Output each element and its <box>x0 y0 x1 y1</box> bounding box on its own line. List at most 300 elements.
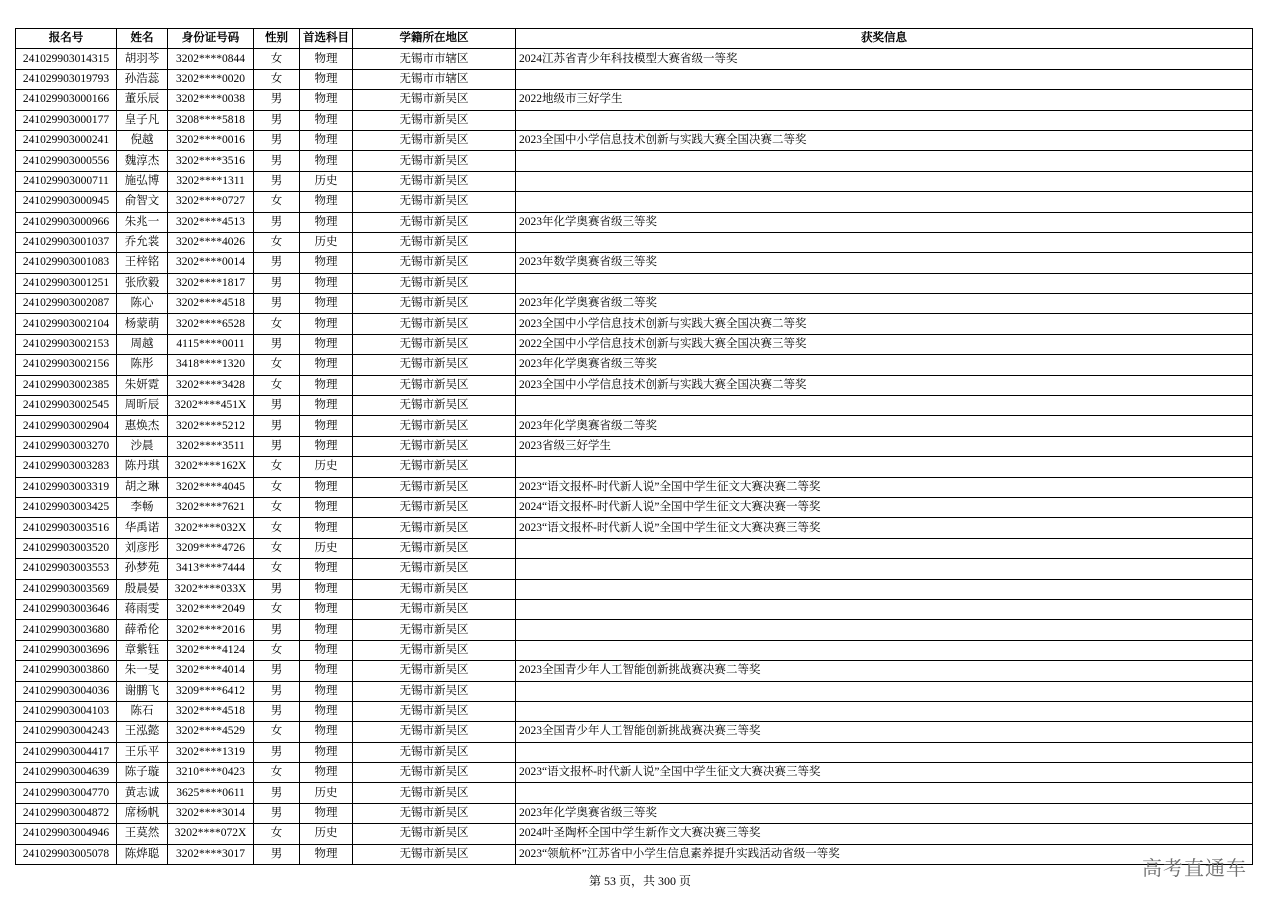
award-cell: 2023年化学奥赛省级三等奖 <box>516 803 1253 823</box>
name-cell: 陈烨聪 <box>117 844 168 864</box>
award-cell <box>516 273 1253 293</box>
region-cell: 无锡市市辖区 <box>353 69 516 89</box>
registration-number-cell: 241029903003319 <box>16 477 117 497</box>
region-cell: 无锡市新吴区 <box>353 436 516 456</box>
subject-cell: 物理 <box>300 701 353 721</box>
id-card-cell: 3202****1817 <box>168 273 254 293</box>
region-cell: 无锡市新吴区 <box>353 110 516 130</box>
table-row <box>16 844 1253 864</box>
award-cell: 2023年化学奥赛省级三等奖 <box>516 212 1253 232</box>
award-cell: 2023“语文报杯-时代新人说”全国中学生征文大赛决赛三等奖 <box>516 763 1253 783</box>
subject-cell: 物理 <box>300 314 353 334</box>
gender-cell: 女 <box>254 497 300 517</box>
table-row <box>16 763 1253 783</box>
table-row <box>16 130 1253 150</box>
table-row <box>16 640 1253 660</box>
award-cell: 2023全国中小学信息技术创新与实践大赛全国决赛二等奖 <box>516 375 1253 395</box>
gender-cell: 女 <box>254 49 300 69</box>
table-row <box>16 110 1253 130</box>
id-card-cell: 3202****4518 <box>168 701 254 721</box>
subject-cell: 物理 <box>300 640 353 660</box>
header-name: 姓名 <box>117 29 168 49</box>
id-card-cell: 3202****4529 <box>168 722 254 742</box>
name-cell: 陈丹琪 <box>117 457 168 477</box>
registration-number-cell: 241029903000166 <box>16 90 117 110</box>
subject-cell: 物理 <box>300 334 353 354</box>
subject-cell: 物理 <box>300 559 353 579</box>
name-cell: 薛希伦 <box>117 620 168 640</box>
registration-number-cell: 241029903004417 <box>16 742 117 762</box>
award-cell: 2024叶圣陶杯全国中学生新作文大赛决赛三等奖 <box>516 824 1253 844</box>
award-cell: 2023全国中小学信息技术创新与实践大赛全国决赛二等奖 <box>516 130 1253 150</box>
subject-cell: 物理 <box>300 681 353 701</box>
name-cell: 陈子璇 <box>117 763 168 783</box>
name-cell: 孙浩蕊 <box>117 69 168 89</box>
subject-cell: 物理 <box>300 518 353 538</box>
gender-cell: 男 <box>254 681 300 701</box>
id-card-cell: 3202****0020 <box>168 69 254 89</box>
id-card-cell: 3202****3428 <box>168 375 254 395</box>
registration-number-cell: 241029903003283 <box>16 457 117 477</box>
gender-cell: 女 <box>254 599 300 619</box>
name-cell: 黄志诚 <box>117 783 168 803</box>
table-row <box>16 396 1253 416</box>
subject-cell: 物理 <box>300 49 353 69</box>
registration-number-cell: 241029903003520 <box>16 538 117 558</box>
region-cell: 无锡市新吴区 <box>353 273 516 293</box>
id-card-cell: 3202****072X <box>168 824 254 844</box>
id-card-cell: 3202****1311 <box>168 171 254 191</box>
subject-cell: 物理 <box>300 803 353 823</box>
award-cell: 2023年化学奥赛省级二等奖 <box>516 416 1253 436</box>
id-card-cell: 3202****4124 <box>168 640 254 660</box>
table-row <box>16 375 1253 395</box>
name-cell: 俞智文 <box>117 192 168 212</box>
name-cell: 刘彦彤 <box>117 538 168 558</box>
id-card-cell: 3202****0727 <box>168 192 254 212</box>
name-cell: 胡之琳 <box>117 477 168 497</box>
gender-cell: 女 <box>254 69 300 89</box>
gender-cell: 男 <box>254 212 300 232</box>
subject-cell: 物理 <box>300 722 353 742</box>
subject-cell: 物理 <box>300 497 353 517</box>
subject-cell: 物理 <box>300 599 353 619</box>
award-cell: 2023全国青少年人工智能创新挑战赛决赛二等奖 <box>516 661 1253 681</box>
name-cell: 皇子凡 <box>117 110 168 130</box>
table-row <box>16 314 1253 334</box>
table-row <box>16 477 1253 497</box>
table-row <box>16 803 1253 823</box>
name-cell: 王泓懿 <box>117 722 168 742</box>
registration-number-cell: 241029903002153 <box>16 334 117 354</box>
id-card-cell: 3625****0611 <box>168 783 254 803</box>
name-cell: 周昕辰 <box>117 396 168 416</box>
table-row <box>16 742 1253 762</box>
name-cell: 胡羽芩 <box>117 49 168 69</box>
name-cell: 乔允裳 <box>117 232 168 252</box>
registration-number-cell: 241029903004946 <box>16 824 117 844</box>
name-cell: 朱一旻 <box>117 661 168 681</box>
table-row <box>16 681 1253 701</box>
name-cell: 王莫然 <box>117 824 168 844</box>
table-row <box>16 824 1253 844</box>
registration-number-cell: 241029903003860 <box>16 661 117 681</box>
gender-cell: 男 <box>254 701 300 721</box>
gender-cell: 女 <box>254 722 300 742</box>
name-cell: 孙梦苑 <box>117 559 168 579</box>
award-cell <box>516 457 1253 477</box>
award-cell: 2023年化学奥赛省级三等奖 <box>516 355 1253 375</box>
id-card-cell: 3210****0423 <box>168 763 254 783</box>
subject-cell: 物理 <box>300 130 353 150</box>
gender-cell: 女 <box>254 640 300 660</box>
gender-cell: 男 <box>254 396 300 416</box>
registration-number-cell: 241029903002104 <box>16 314 117 334</box>
id-card-cell: 3208****5818 <box>168 110 254 130</box>
id-card-cell: 3202****4026 <box>168 232 254 252</box>
name-cell: 陈心 <box>117 294 168 314</box>
subject-cell: 物理 <box>300 579 353 599</box>
region-cell: 无锡市新吴区 <box>353 783 516 803</box>
name-cell: 惠焕杰 <box>117 416 168 436</box>
id-card-cell: 4115****0011 <box>168 334 254 354</box>
table-row <box>16 783 1253 803</box>
gender-cell: 男 <box>254 171 300 191</box>
award-cell <box>516 742 1253 762</box>
region-cell: 无锡市新吴区 <box>353 701 516 721</box>
name-cell: 华禹诺 <box>117 518 168 538</box>
registration-number-cell: 241029903004770 <box>16 783 117 803</box>
id-card-cell: 3202****1319 <box>168 742 254 762</box>
name-cell: 陈彤 <box>117 355 168 375</box>
registration-number-cell: 241029903002385 <box>16 375 117 395</box>
region-cell: 无锡市新吴区 <box>353 171 516 191</box>
region-cell: 无锡市新吴区 <box>353 518 516 538</box>
table-row <box>16 579 1253 599</box>
id-card-cell: 3202****3516 <box>168 151 254 171</box>
table-row <box>16 416 1253 436</box>
gender-cell: 女 <box>254 375 300 395</box>
subject-cell: 物理 <box>300 151 353 171</box>
gender-cell: 女 <box>254 477 300 497</box>
header-subject: 首选科目 <box>300 29 353 49</box>
region-cell: 无锡市新吴区 <box>353 559 516 579</box>
id-card-cell: 3209****6412 <box>168 681 254 701</box>
id-card-cell: 3202****4045 <box>168 477 254 497</box>
region-cell: 无锡市新吴区 <box>353 803 516 823</box>
gender-cell: 女 <box>254 314 300 334</box>
award-roster-table <box>15 28 1253 865</box>
subject-cell: 物理 <box>300 273 353 293</box>
id-card-cell: 3418****1320 <box>168 355 254 375</box>
id-card-cell: 3202****162X <box>168 457 254 477</box>
region-cell: 无锡市新吴区 <box>353 661 516 681</box>
subject-cell: 物理 <box>300 661 353 681</box>
award-cell <box>516 559 1253 579</box>
subject-cell: 物理 <box>300 69 353 89</box>
header-row <box>16 29 1253 49</box>
gender-cell: 女 <box>254 192 300 212</box>
table-row <box>16 49 1253 69</box>
table-row <box>16 171 1253 191</box>
award-cell: 2024江苏省青少年科技模型大赛省级一等奖 <box>516 49 1253 69</box>
region-cell: 无锡市新吴区 <box>353 579 516 599</box>
header-gender: 性别 <box>254 29 300 49</box>
registration-number-cell: 241029903003696 <box>16 640 117 660</box>
region-cell: 无锡市新吴区 <box>353 457 516 477</box>
gender-cell: 男 <box>254 416 300 436</box>
gender-cell: 男 <box>254 844 300 864</box>
name-cell: 杨蒙萌 <box>117 314 168 334</box>
id-card-cell: 3202****4513 <box>168 212 254 232</box>
gender-cell: 男 <box>254 294 300 314</box>
gender-cell: 男 <box>254 620 300 640</box>
table-header <box>16 29 1253 49</box>
header-award: 获奖信息 <box>516 29 1253 49</box>
gender-cell: 男 <box>254 253 300 273</box>
table-row <box>16 253 1253 273</box>
region-cell: 无锡市新吴区 <box>353 416 516 436</box>
name-cell: 周越 <box>117 334 168 354</box>
registration-number-cell: 241029903003646 <box>16 599 117 619</box>
subject-cell: 物理 <box>300 763 353 783</box>
gender-cell: 女 <box>254 824 300 844</box>
award-cell <box>516 538 1253 558</box>
table-row <box>16 620 1253 640</box>
region-cell: 无锡市市辖区 <box>353 49 516 69</box>
registration-number-cell: 241029903001083 <box>16 253 117 273</box>
header-registration-number: 报名号 <box>16 29 117 49</box>
registration-number-cell: 241029903000241 <box>16 130 117 150</box>
name-cell: 朱兆一 <box>117 212 168 232</box>
registration-number-cell: 241029903000177 <box>16 110 117 130</box>
table-row <box>16 701 1253 721</box>
table-row <box>16 232 1253 252</box>
award-cell <box>516 681 1253 701</box>
award-cell <box>516 640 1253 660</box>
gender-cell: 男 <box>254 783 300 803</box>
table-row <box>16 538 1253 558</box>
registration-number-cell: 241029903002545 <box>16 396 117 416</box>
award-cell <box>516 110 1253 130</box>
award-cell: 2023省级三好学生 <box>516 436 1253 456</box>
table-row <box>16 559 1253 579</box>
id-card-cell: 3202****0844 <box>168 49 254 69</box>
award-cell: 2023全国中小学信息技术创新与实践大赛全国决赛二等奖 <box>516 314 1253 334</box>
table-row <box>16 192 1253 212</box>
header-region: 学籍所在地区 <box>353 29 516 49</box>
name-cell: 陈石 <box>117 701 168 721</box>
registration-number-cell: 241029903004243 <box>16 722 117 742</box>
id-card-cell: 3202****4014 <box>168 661 254 681</box>
name-cell: 沙晨 <box>117 436 168 456</box>
subject-cell: 物理 <box>300 192 353 212</box>
registration-number-cell: 241029903000556 <box>16 151 117 171</box>
subject-cell: 物理 <box>300 375 353 395</box>
name-cell: 殷晨晏 <box>117 579 168 599</box>
table-row <box>16 497 1253 517</box>
subject-cell: 物理 <box>300 90 353 110</box>
registration-number-cell: 241029903003569 <box>16 579 117 599</box>
region-cell: 无锡市新吴区 <box>353 375 516 395</box>
id-card-cell: 3202****451X <box>168 396 254 416</box>
registration-number-cell: 241029903019793 <box>16 69 117 89</box>
region-cell: 无锡市新吴区 <box>353 844 516 864</box>
id-card-cell: 3202****6528 <box>168 314 254 334</box>
table-row <box>16 212 1253 232</box>
id-card-cell: 3202****3017 <box>168 844 254 864</box>
id-card-cell: 3202****3014 <box>168 803 254 823</box>
registration-number-cell: 241029903000945 <box>16 192 117 212</box>
subject-cell: 物理 <box>300 436 353 456</box>
registration-number-cell: 241029903003516 <box>16 518 117 538</box>
region-cell: 无锡市新吴区 <box>353 681 516 701</box>
table-row <box>16 661 1253 681</box>
registration-number-cell: 241029903001251 <box>16 273 117 293</box>
gender-cell: 女 <box>254 763 300 783</box>
registration-number-cell: 241029903004639 <box>16 763 117 783</box>
gender-cell: 男 <box>254 579 300 599</box>
subject-cell: 历史 <box>300 783 353 803</box>
name-cell: 王乐平 <box>117 742 168 762</box>
subject-cell: 物理 <box>300 742 353 762</box>
gender-cell: 男 <box>254 151 300 171</box>
gender-cell: 男 <box>254 436 300 456</box>
name-cell: 王梓铭 <box>117 253 168 273</box>
region-cell: 无锡市新吴区 <box>353 212 516 232</box>
table-row <box>16 294 1253 314</box>
award-cell <box>516 783 1253 803</box>
name-cell: 谢鹏飞 <box>117 681 168 701</box>
gender-cell: 女 <box>254 355 300 375</box>
id-card-cell: 3202****5212 <box>168 416 254 436</box>
table-row <box>16 599 1253 619</box>
subject-cell: 历史 <box>300 171 353 191</box>
subject-cell: 历史 <box>300 538 353 558</box>
region-cell: 无锡市新吴区 <box>353 599 516 619</box>
gender-cell: 男 <box>254 334 300 354</box>
registration-number-cell: 241029903004103 <box>16 701 117 721</box>
id-card-cell: 3202****3511 <box>168 436 254 456</box>
region-cell: 无锡市新吴区 <box>353 232 516 252</box>
subject-cell: 历史 <box>300 232 353 252</box>
award-cell: 2022地级市三好学生 <box>516 90 1253 110</box>
award-cell: 2023“领航杯”江苏省中小学生信息素养提升实践活动省级一等奖 <box>516 844 1253 864</box>
gender-cell: 女 <box>254 518 300 538</box>
award-cell: 2023“语文报杯-时代新人说”全国中学生征文大赛决赛三等奖 <box>516 518 1253 538</box>
name-cell: 章紫钰 <box>117 640 168 660</box>
subject-cell: 物理 <box>300 844 353 864</box>
award-cell <box>516 192 1253 212</box>
region-cell: 无锡市新吴区 <box>353 538 516 558</box>
id-card-cell: 3202****033X <box>168 579 254 599</box>
award-cell: 2023年化学奥赛省级二等奖 <box>516 294 1253 314</box>
watermark-logo-text: 高考直通车 <box>1142 856 1247 880</box>
id-card-cell: 3202****032X <box>168 518 254 538</box>
table-body <box>16 49 1253 865</box>
award-cell: 2024“语文报杯-时代新人说”全国中学生征文大赛决赛一等奖 <box>516 497 1253 517</box>
registration-number-cell: 241029903003680 <box>16 620 117 640</box>
subject-cell: 物理 <box>300 110 353 130</box>
region-cell: 无锡市新吴区 <box>353 396 516 416</box>
subject-cell: 物理 <box>300 416 353 436</box>
id-card-cell: 3202****0014 <box>168 253 254 273</box>
registration-number-cell: 241029903001037 <box>16 232 117 252</box>
region-cell: 无锡市新吴区 <box>353 824 516 844</box>
award-cell: 2023“语文报杯-时代新人说”全国中学生征文大赛决赛二等奖 <box>516 477 1253 497</box>
subject-cell: 物理 <box>300 212 353 232</box>
award-cell <box>516 171 1253 191</box>
award-cell <box>516 69 1253 89</box>
table-row <box>16 69 1253 89</box>
name-cell: 倪越 <box>117 130 168 150</box>
award-cell: 2022全国中小学信息技术创新与实践大赛全国决赛三等奖 <box>516 334 1253 354</box>
award-cell <box>516 599 1253 619</box>
region-cell: 无锡市新吴区 <box>353 314 516 334</box>
region-cell: 无锡市新吴区 <box>353 497 516 517</box>
registration-number-cell: 241029903002156 <box>16 355 117 375</box>
name-cell: 蒋雨雯 <box>117 599 168 619</box>
gender-cell: 男 <box>254 742 300 762</box>
subject-cell: 物理 <box>300 253 353 273</box>
id-card-cell: 3413****7444 <box>168 559 254 579</box>
id-card-cell: 3209****4726 <box>168 538 254 558</box>
gender-cell: 女 <box>254 457 300 477</box>
region-cell: 无锡市新吴区 <box>353 294 516 314</box>
registration-number-cell: 241029903002087 <box>16 294 117 314</box>
table-row <box>16 334 1253 354</box>
name-cell: 李畅 <box>117 497 168 517</box>
subject-cell: 物理 <box>300 355 353 375</box>
subject-cell: 物理 <box>300 294 353 314</box>
page-number: 第 53 页，共 300 页 <box>588 874 691 888</box>
registration-number-cell: 241029903004036 <box>16 681 117 701</box>
header-id-card: 身份证号码 <box>168 29 254 49</box>
award-cell: 2023全国青少年人工智能创新挑战赛决赛三等奖 <box>516 722 1253 742</box>
name-cell: 董乐辰 <box>117 90 168 110</box>
id-card-cell: 3202****7621 <box>168 497 254 517</box>
region-cell: 无锡市新吴区 <box>353 620 516 640</box>
subject-cell: 物理 <box>300 477 353 497</box>
registration-number-cell: 241029903004872 <box>16 803 117 823</box>
table-row <box>16 273 1253 293</box>
region-cell: 无锡市新吴区 <box>353 640 516 660</box>
gender-cell: 女 <box>254 559 300 579</box>
name-cell: 席杨帆 <box>117 803 168 823</box>
table-row <box>16 355 1253 375</box>
gender-cell: 男 <box>254 90 300 110</box>
registration-number-cell: 241029903000966 <box>16 212 117 232</box>
registration-number-cell: 241029903000711 <box>16 171 117 191</box>
region-cell: 无锡市新吴区 <box>353 130 516 150</box>
table-row <box>16 151 1253 171</box>
subject-cell: 历史 <box>300 457 353 477</box>
id-card-cell: 3202****4518 <box>168 294 254 314</box>
id-card-cell: 3202****2016 <box>168 620 254 640</box>
gender-cell: 男 <box>254 130 300 150</box>
registration-number-cell: 241029903005078 <box>16 844 117 864</box>
table-row <box>16 518 1253 538</box>
table-row <box>16 457 1253 477</box>
subject-cell: 物理 <box>300 620 353 640</box>
gender-cell: 男 <box>254 273 300 293</box>
subject-cell: 历史 <box>300 824 353 844</box>
region-cell: 无锡市新吴区 <box>353 763 516 783</box>
name-cell: 施弘博 <box>117 171 168 191</box>
name-cell: 魏淳杰 <box>117 151 168 171</box>
registration-number-cell: 241029903003553 <box>16 559 117 579</box>
region-cell: 无锡市新吴区 <box>353 151 516 171</box>
